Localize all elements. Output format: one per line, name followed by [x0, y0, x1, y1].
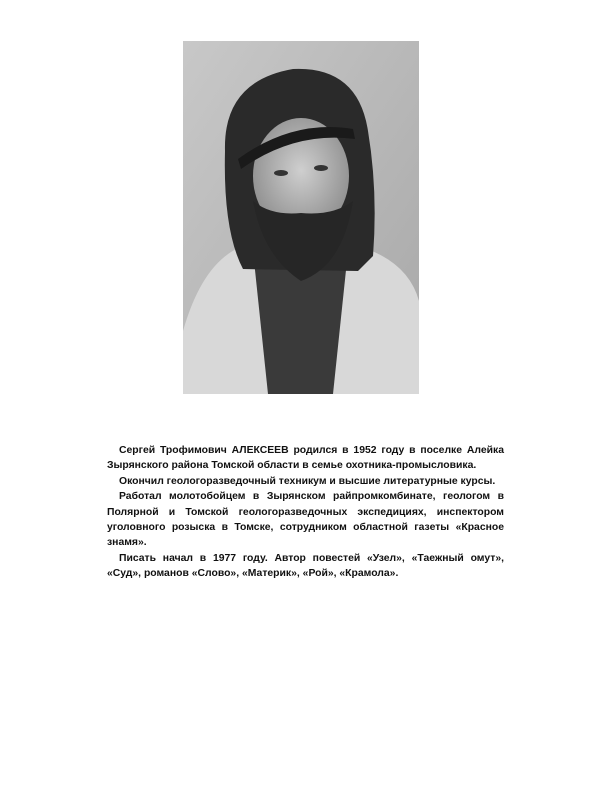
author-portrait-photo: [183, 41, 419, 394]
bio-paragraph: Работал молотобойцем в Зырянском райпромкомбинате, геологом в Полярной и Томской геологоразведочных экспедициях, инспектором уголовного розыска в Томске, сотрудником областной газеты «Красное знамя».: [107, 491, 504, 549]
bio-paragraph: Окончил геологоразведочный техникум и высшие литературные курсы.: [119, 475, 496, 487]
bio-paragraph: Писать начал в 1977 году. Автор повестей «Узел», «Таежный омут», «Суд», романов «Слово», «Материк», «Рой», «Крамола».: [107, 552, 504, 580]
author-biography: [107, 443, 504, 582]
bio-paragraph: Сергей Трофимович АЛЕКСЕЕВ родился в 1952 году в поселке Алейка Зырянского района Томской области в семье охотника-промысловика.: [107, 445, 504, 472]
